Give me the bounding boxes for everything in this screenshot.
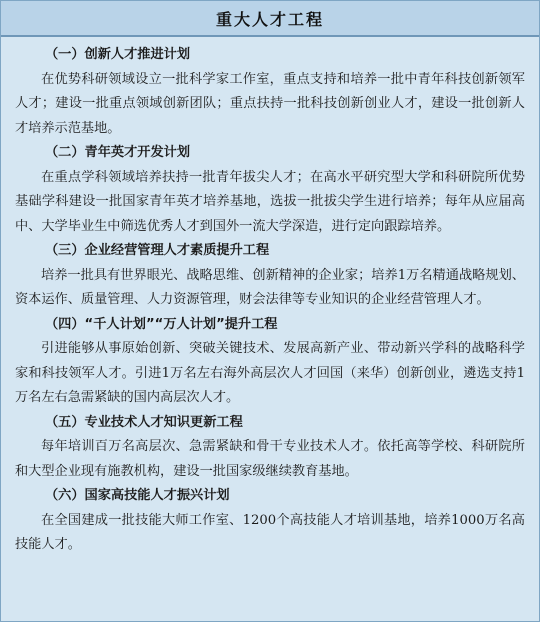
section-knowledge-update [15,411,525,485]
section-heading: （三）企业经营管理人才素质提升工程 [45,243,270,258]
section-body: 培养一批具有世界眼光、战略思维、创新精神的企业家；培养1万名精通战略规划、资本运作、质量管理、人力资源管理，财会法律等专业知识的企业经营管理人才。 [15,267,525,307]
section-enterprise-management [15,239,525,313]
section-heading: （二）青年英才开发计划 [45,145,191,160]
section-body: 在重点学科领域培养扶持一批青年拔尖人才；在高水平研究型大学和科研院所优势基础学科建设一批国家青年英才培养基地，选拔一批拔尖学生进行培养；每年从应届高中、大学毕业生中筛选优秀人才到国外一流大学深造，进行定向跟踪培养。 [15,169,525,234]
section-heading: （五）专业技术人才知识更新工程 [45,414,243,430]
content-area [1,37,539,558]
panel-title: 重大人才工程 [215,9,324,29]
section-youth-talent [15,141,525,239]
section-innovation-talent [15,43,525,141]
section-heading: （一）创新人才推进计划 [45,47,191,62]
section-body: 每年培训百万名高层次、急需紧缺和骨干专业技术人才。依托高等学校、科研院所和大型企业现有施教机构，建设一批国家级继续教育基地。 [15,439,525,479]
section-heading: （四）“千人计划”“万人计划”提升工程 [45,316,278,332]
section-body: 在优势科研领域设立一批科学家工作室，重点支持和培养一批中青年科技创新领军人才；建设一批重点领域创新团队；重点扶持一批科技创新创业人才，建设一批创新人才培养示范基地。 [15,71,525,136]
title-bar [1,1,539,37]
section-body: 在全国建成一批技能大师工作室、1200个高技能人才培训基地，培养1000万名高技能人才。 [15,512,525,552]
section-heading: （六）国家高技能人才振兴计划 [45,488,230,503]
section-body: 引进能够从事原始创新、突破关键技术、发展高新产业、带动新兴学科的战略科学家和科技领军人才。引进1万名左右海外高层次人才回国（来华）创新创业，遴选支持1万名左右急需紧缺的国内高层次人才。 [15,341,525,405]
section-thousand-talents [15,313,525,411]
section-high-skill [15,484,525,558]
